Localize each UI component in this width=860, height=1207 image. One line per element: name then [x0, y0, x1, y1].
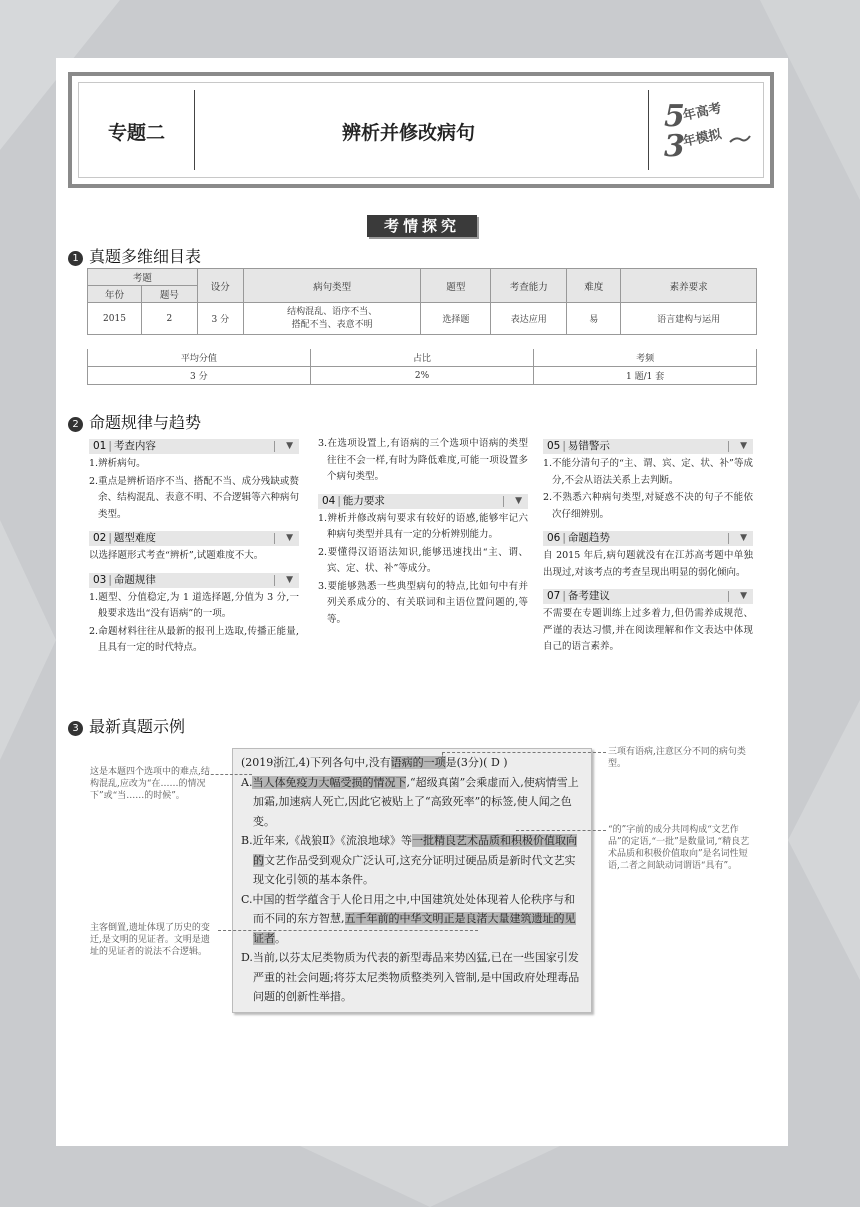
info-text: 不需要在专题训练上过多着力,但仍需养成规范、严谨的表达习惯,并在阅读理解和作文表达中体现自己的语言素养。	[543, 608, 753, 652]
section-title: 最新真题示例	[89, 717, 186, 736]
section-number: 1	[68, 251, 83, 266]
info-text: 1.题型、分值稳定,为 1 道选择题,分值为 3 分,一般要求选出“没有语病”的一项。	[89, 591, 299, 619]
section-number: 3	[68, 721, 83, 736]
svg-text:年高考: 年高考	[681, 101, 723, 124]
section-heading	[68, 244, 201, 267]
section-heading	[68, 410, 201, 433]
table-cell: 表达应用	[491, 303, 567, 335]
header-divider	[648, 90, 649, 170]
header-cell: 平均分值	[88, 349, 311, 367]
highlight: 语病的一项	[390, 756, 446, 769]
trend-column-1	[89, 439, 299, 658]
info-tag: 06 | 命题趋势 ▼	[543, 531, 753, 546]
question-box	[232, 748, 592, 1013]
exam-detail-table	[87, 268, 757, 335]
info-text: 3.要能够熟悉一些典型病句的特点,比如句中有并列关系成分的、有关联词和主语位置问题的,等等。	[318, 580, 528, 625]
info-tag: 02 | 题型难度 ▼	[89, 531, 299, 546]
score-summary-table	[87, 349, 757, 385]
info-text: 自 2015 年后,病句题就没有在江苏高考题中单独出现过,对该考点的考查呈现出明显的弱化倾向。	[543, 550, 753, 578]
tag-number: 07	[547, 590, 561, 602]
document-page	[56, 58, 788, 1146]
chevron-down-icon: ▼	[286, 441, 293, 451]
table-cell	[243, 303, 421, 335]
table-cell: 易	[567, 303, 621, 335]
info-text: 以选择题形式考查“辨析”,试题难度不大。	[89, 550, 264, 561]
chevron-down-icon: ▼	[740, 533, 747, 543]
section-number: 2	[68, 417, 83, 432]
svg-text:年模拟: 年模拟	[681, 127, 723, 150]
header-cell: 年份	[88, 286, 142, 303]
header-cell: 考题	[88, 269, 198, 286]
table-cell: 选择题	[421, 303, 491, 335]
header-cell: 考查能力	[491, 269, 567, 303]
option-c: C.中国的哲学蕴含于人伦日用之中,中国建筑处处体现着人伦秩序与和而不同的东方智慧,五千年前的中华文明正是良渚大量建筑遗址的见证者。	[241, 892, 576, 945]
type-line: 结构混乱、语序不当、	[287, 306, 378, 317]
header-cell: 设分	[197, 269, 243, 303]
tag-title: 题型难度	[113, 532, 156, 544]
topic-label: 专题二	[108, 122, 166, 144]
chapter-title: 辨析并修改病句	[342, 122, 476, 144]
info-tag: 05 | 易错警示 ▼	[543, 439, 753, 454]
header-cell: 难度	[567, 269, 621, 303]
chevron-down-icon: ▼	[740, 591, 747, 601]
header-cell: 占比	[310, 349, 534, 367]
annotation-leader	[442, 752, 606, 753]
chapter-header	[68, 72, 774, 188]
svg-text:3: 3	[664, 129, 685, 162]
highlight: 当人体免疫力大幅受损的情况下	[252, 775, 407, 789]
info-text: 1.辨析并修改病句要求有较好的语感,能够牢记六种病句类型并具有一定的分析辨别能力。	[318, 512, 528, 540]
table-cell: 2	[141, 303, 197, 335]
table-row	[88, 303, 757, 335]
tag-title: 命题规律	[113, 573, 156, 586]
highlight: 一批精良艺术品质和积极价值取向的	[253, 834, 578, 867]
section-title: 命题规律与趋势	[89, 413, 202, 432]
header-cell: 题号	[141, 286, 197, 303]
table-cell: 3 分	[88, 367, 311, 385]
header-cell: 素养要求	[621, 269, 757, 303]
brand-logo	[660, 94, 760, 162]
annotation-leader	[442, 752, 443, 762]
highlight: 五千年前的中华文明正是良渚大量建筑遗址的见证者	[253, 912, 576, 945]
header-cell: 题型	[421, 269, 491, 303]
tag-title: 考查内容	[113, 440, 156, 452]
header-divider	[194, 90, 195, 170]
info-tag: 03 | 命题规律 ▼	[89, 573, 299, 588]
annotation-note: 主客倒置,遗址体现了历史的变迁,是文明的见证者。文明是遗址的见证者的说法不合逻辑。	[90, 923, 210, 957]
annotation-leader	[218, 930, 478, 931]
info-text: 1.不能分清句子的“主、谓、宾、定、状、补”等成分,不会从语法关系上去判断。	[543, 458, 753, 486]
trend-column-2	[318, 436, 528, 629]
section-heading	[68, 714, 185, 737]
table-cell: 1 题/1 套	[534, 367, 757, 385]
chevron-down-icon: ▼	[286, 533, 293, 543]
header-cell: 考频	[534, 349, 757, 367]
tag-number: 03	[93, 573, 107, 586]
table-cell: 语言建构与运用	[621, 303, 757, 335]
info-text: 2.不熟悉六种病句类型,对疑惑不决的句子不能依次仔细辨别。	[543, 492, 753, 520]
chevron-down-icon: ▼	[740, 441, 747, 451]
type-line: 搭配不当、表意不明	[291, 319, 373, 330]
info-text: 2.重点是辨析语序不当、搭配不当、成分残缺或赘余、结构混乱、表意不明、不合逻辑等六种病句类型。	[89, 475, 299, 520]
annotation-leader	[206, 774, 252, 775]
question-stem: (2019浙江,4)下列各句中,没有语病的一项是(3分)( D )	[241, 756, 508, 769]
table-cell: 3 分	[197, 303, 243, 335]
tag-number: 01	[93, 440, 107, 452]
tag-number: 05	[547, 440, 561, 452]
info-text: 1.辨析病句。	[89, 458, 146, 469]
tag-number: 06	[547, 532, 561, 544]
svg-text:5: 5	[664, 99, 685, 134]
tag-title: 命题趋势	[567, 532, 610, 544]
annotation-note: 三项有语病,注意区分不同的病句类型。	[608, 747, 746, 769]
chevron-down-icon: ▼	[286, 574, 293, 585]
tag-number: 02	[93, 532, 107, 544]
info-tag: 04 | 能力要求 ▼	[318, 494, 528, 509]
tag-title: 能力要求	[342, 494, 385, 507]
info-text: 3.在选项设置上,有语病的三个选项中语病的类型往往不会一样,有时为降低难度,可能一项设置多个病句类型。	[318, 438, 528, 482]
section-banner: 考情探究	[367, 215, 477, 237]
annotation-leader	[516, 830, 606, 831]
tag-title: 易错警示	[567, 440, 610, 452]
trend-column-3	[543, 439, 753, 657]
table-cell: 2%	[310, 367, 534, 385]
info-tag: 07 | 备考建议 ▼	[543, 589, 753, 604]
option-a: A.当人体免疫力大幅受损的情况下,“超级真菌”会乘虚而入,使病情雪上加霜,加速病人死亡,因此它被贴上了“高致死率”的标签,使人闻之色变。	[241, 775, 579, 828]
info-text: 2.要懂得汉语语法知识,能够迅速找出“主、谓、宾、定、状、补”等成分。	[318, 546, 528, 574]
table-cell: 2015	[88, 303, 142, 335]
option-d: D.当前,以芬太尼类物质为代表的新型毒品来势凶猛,已在一些国家引发严重的社会问题;将芬太尼类物质整类列入管制,是中国政府处理毒品问题的创新性举措。	[241, 951, 580, 1003]
option-b: B.近年来,《战狼Ⅱ》《流浪地球》等一批精良艺术品质和积极价值取向的文艺作品受到观众广泛认可,这充分证明过硬品质是新时代文艺实现文化引领的基本条件。	[241, 834, 578, 886]
info-text: 2.命题材料往往从最新的报刊上选取,传播正能量,且具有一定的时代特点。	[89, 625, 299, 653]
chevron-down-icon: ▼	[515, 495, 522, 506]
tag-title: 备考建议	[567, 590, 610, 602]
tag-number: 04	[322, 494, 336, 507]
section-title: 真题多维细目表	[89, 247, 202, 266]
info-tag: 01 | 考查内容 ▼	[89, 439, 299, 454]
header-cell: 病句类型	[243, 269, 421, 303]
annotation-note: “的”字前的成分共同构成“文艺作品”的定语,“一批”是数量词,“精良艺术品质和积极价值取向”是名词性短语,二者之间缺动词谓语“具有”。	[608, 825, 750, 871]
annotation-note: 这是本题四个选项中的难点,结构混乱,应改为“在……的情况下”或“当……的时候”。	[90, 767, 210, 801]
